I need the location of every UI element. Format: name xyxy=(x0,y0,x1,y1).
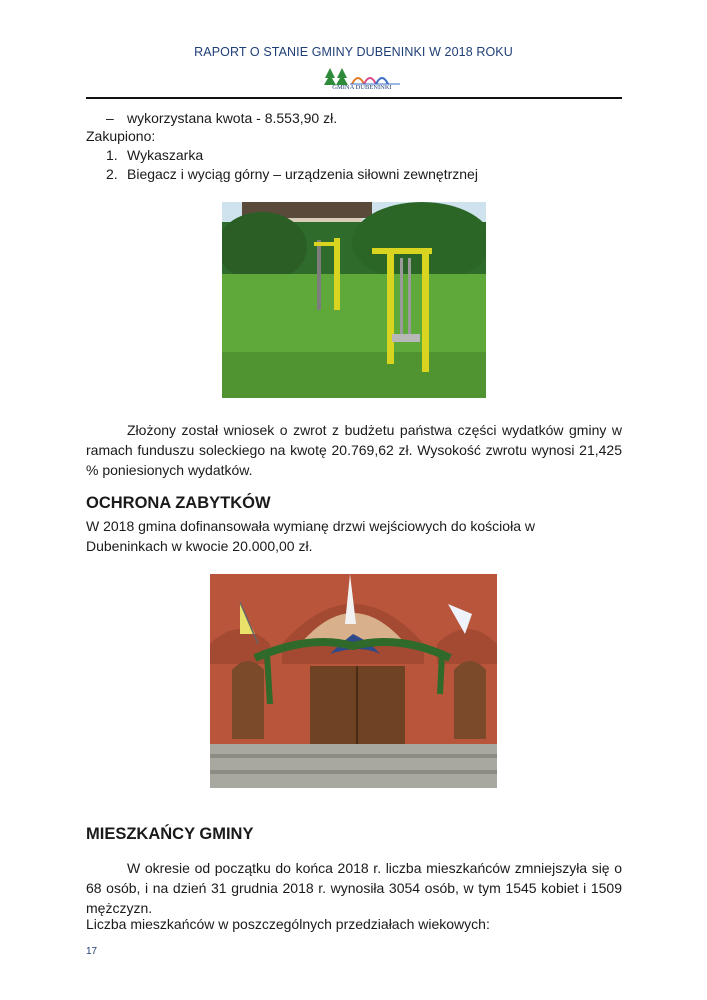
used-amount-text: wykorzystana kwota - 8.553,90 zł. xyxy=(127,110,338,126)
report-header-title: RAPORT O STANIE GMINY DUBENINKI W 2018 ROKU xyxy=(194,45,513,59)
residents-paragraph: W okresie od początku do końca 2018 r. liczba mieszkańców zmniejszyła się o 68 osób, i na dzień 31 grudnia 2018 r. wynosiła 3054 osób, w tym 1545 kobiet i 1509 mężczyzn. xyxy=(86,860,622,916)
refund-paragraph: Złożony został wniosek o zwrot z budżetu państwa części wydatków gminy w ramach funduszu soleckiego na kwotę 20.769,62 zł. Wysokość zwrotu wynosi 21,425 % poniesionych wydatków. xyxy=(86,422,622,478)
logo-text: GMINA DUBENINKI xyxy=(332,84,392,91)
church-doors-photo xyxy=(210,574,497,788)
header-divider xyxy=(86,97,622,99)
age-groups-intro: Liczba mieszkańców w poszczególnych przedziałach wiekowych: xyxy=(86,916,490,932)
outdoor-gym-photo xyxy=(222,202,486,398)
page-number: 17 xyxy=(86,946,98,957)
gmina-logo-icon xyxy=(322,66,402,96)
list-item-text: Wykaszarka xyxy=(127,147,204,163)
section-title-residents: MIESZKAŃCY GMINY xyxy=(86,825,254,843)
monuments-paragraph: W 2018 gmina dofinansowała wymianę drzwi wejściowych do kościoła w Dubeninkach w kwocie 20.000,00 zł. xyxy=(86,518,535,554)
list-dash: – xyxy=(106,110,114,126)
section-title-monuments: OCHRONA ZABYTKÓW xyxy=(86,494,271,512)
purchased-label: Zakupiono: xyxy=(86,128,156,144)
list-item-text: Biegacz i wyciąg górny – urządzenia siłowni zewnętrznej xyxy=(127,166,478,182)
list-item-number: 1. xyxy=(106,147,118,163)
list-item-number: 2. xyxy=(106,166,118,182)
